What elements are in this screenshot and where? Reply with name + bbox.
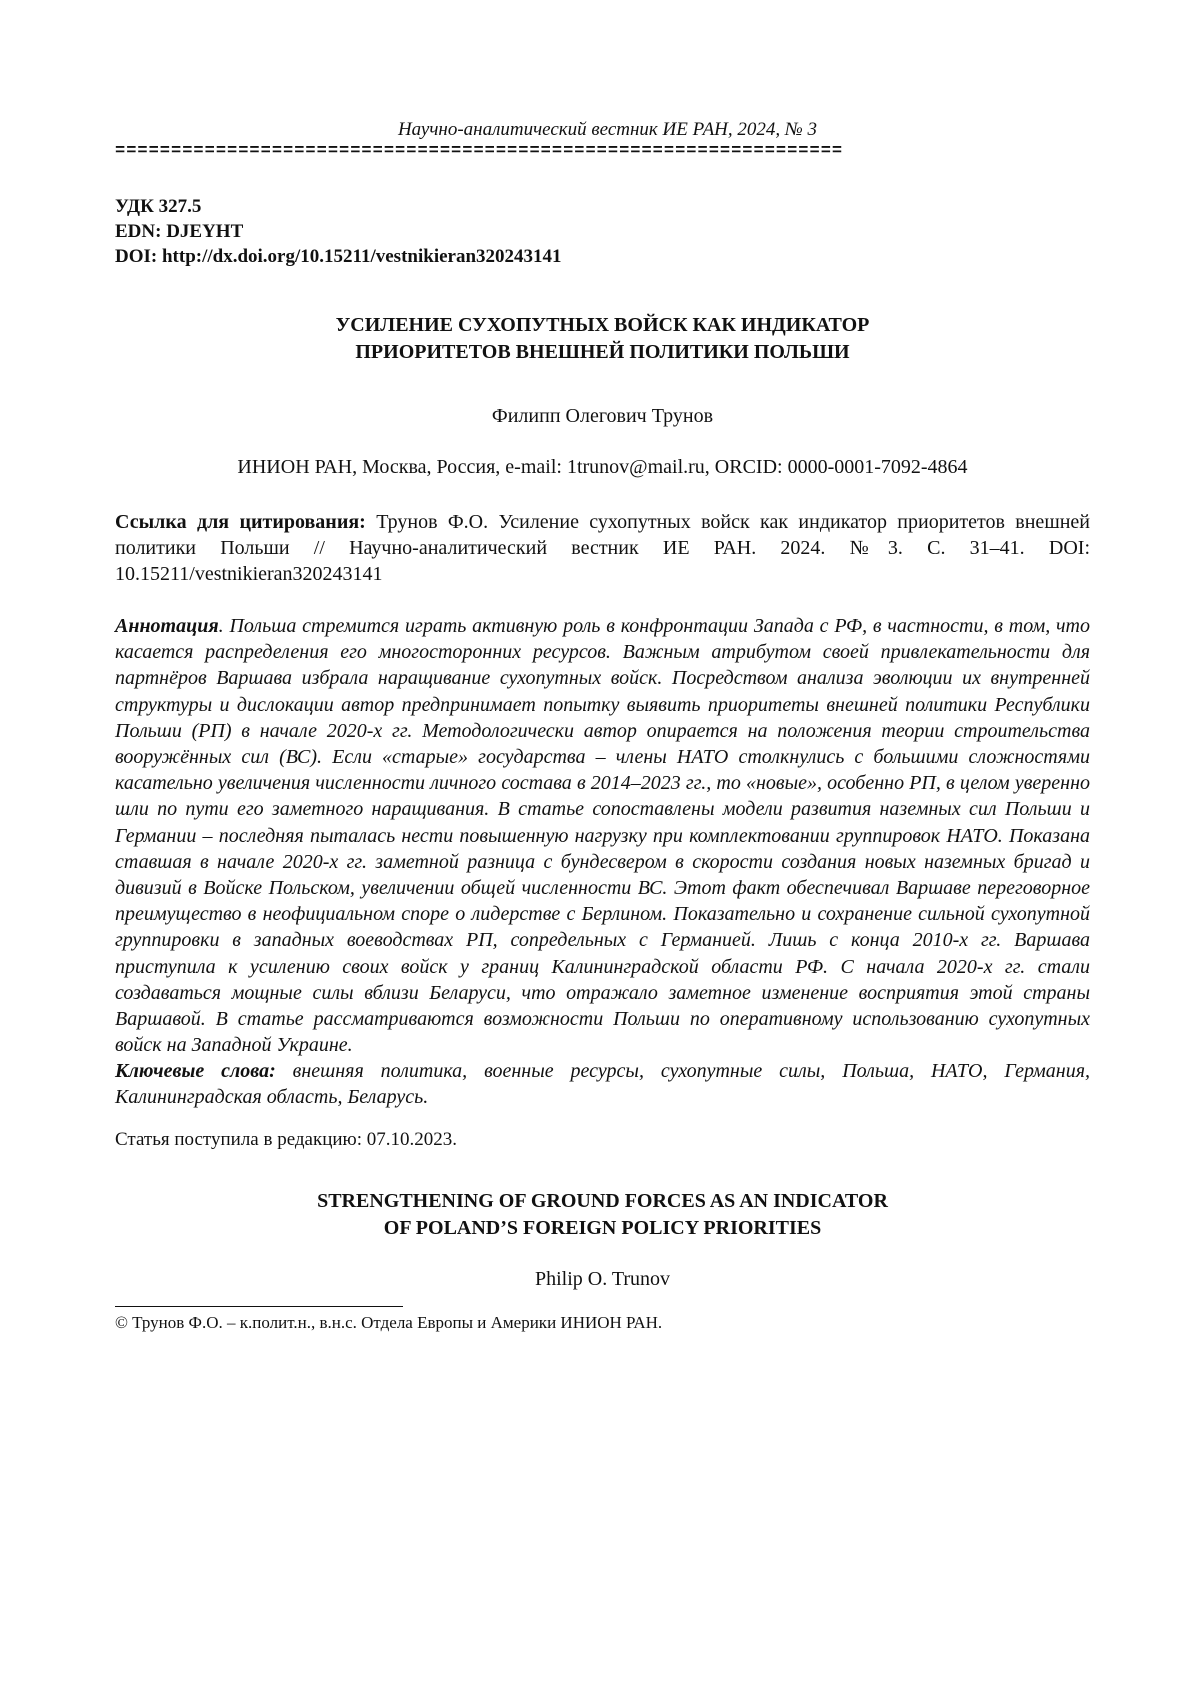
abstract-label: Аннотация	[115, 615, 219, 637]
abstract-text: . Польша стремится играть активную роль в конфронтации Запада с РФ, в частности, в том, что касается распределения его многосторонних ресурсов. Важным атрибутом своей привлекательности для партнёров Варшава избрала наращивание сухопутных войск. Посредством анализа эволюции их внутренней структуры и дислокации автор предпринимает попытку выявить приоритеты внешней политики Республики Польши (РП) в начале 2020-х гг. Методологически автор опирается на положения теории строительства вооружённых сил (ВС). Если «старые» государства – члены НАТО столкнулись с большими сложностями касательно увеличения численности личного состава в 2014–2023 гг., то «новые», особенно РП, в целом уверенно шли по пути его заметного наращивания. В статье сопоставлены модели развития наземных сил Польши и Германии – последняя пыталась нести повышенную нагрузку при комплектовании группировок НАТО. Показана ставшая в начале 2020-х гг. заметной разница с бундесвером в скорости создания новых наземных бригад и дивизий в Войске Польском, увеличении общей численности ВС. Этот факт обеспечивал Варшаве переговорное преимущество в неофициальном споре о лидерстве с Берлином. Показательно и сохранение сильной сухопутной группировки в западных воеводствах РП, сопредельных с Германией. Лишь с конца 2010-х гг. Варшава приступила к усилению своих войск у границ Калининградской области РФ. С начала 2020-х гг. стали создаваться мощные силы вблизи Беларуси, что отражало заметное изменение восприятия этой страны Варшавой. В статье рассматриваются возможности Польши по оперативному использованию сухопутных войск на Западной Украине.	[115, 615, 1090, 1057]
running-header: Научно-аналитический вестник ИЕ РАН, 2024, № 3	[397, 119, 818, 140]
title-en-line-1: STRENGTHENING OF GROUND FORCES AS AN INDICATOR	[317, 1190, 888, 1213]
footnote-divider	[115, 1306, 403, 1307]
citation-block	[115, 509, 1090, 587]
citation-text: Трунов Ф.О. Усиление сухопутных войск как индикатор приоритетов внешней политики Польши // Научно-аналитический вестник ИЕ РАН. 2024. №3. С. 31–41. DOI: 10.15211/vestnikieran320243141	[115, 511, 1090, 585]
edn-code: EDN: DJEYHT	[115, 221, 244, 242]
author-en: Philip O. Trunov	[534, 1268, 671, 1291]
paper-page	[115, 118, 1090, 1334]
title-en-line-2: OF POLAND’S FOREIGN POLICY PRIORITIES	[383, 1217, 822, 1240]
received-date: Статья поступила в редакцию: 07.10.2023.	[115, 1129, 458, 1151]
article-title-en	[115, 1188, 1090, 1242]
keywords-block	[115, 1058, 1090, 1110]
article-identifiers	[115, 194, 1090, 269]
doi-link[interactable]: DOI: http://dx.doi.org/10.15211/vestnikieran320243141	[115, 246, 562, 267]
abstract-block	[115, 613, 1090, 1058]
article-title-ru	[115, 312, 1090, 366]
header-rule: =================================================================	[115, 144, 844, 160]
title-ru-line-1: УСИЛЕНИЕ СУХОПУТНЫХ ВОЙСК КАК ИНДИКАТОР	[335, 314, 870, 336]
author-footnote: © Трунов Ф.О. – к.полит.н., в.н.с. Отдела Европы и Америки ИНИОН РАН.	[115, 1313, 663, 1333]
citation-label: Ссылка для цитирования:	[115, 511, 366, 533]
author-ru: Филипп Олегович Трунов	[491, 405, 714, 427]
udk-code: УДК 327.5	[115, 196, 202, 217]
title-ru-line-2: ПРИОРИТЕТОВ ВНЕШНЕЙ ПОЛИТИКИ ПОЛЬШИ	[355, 341, 850, 363]
keywords-text: внешняя политика, военные ресурсы, сухопутные силы, Польша, НАТО, Германия, Калининградская область, Беларусь.	[115, 1060, 1091, 1109]
keywords-label: Ключевые слова:	[115, 1060, 276, 1083]
author-affiliation: ИНИОН РАН, Москва, Россия, e-mail: 1trunov@mail.ru, ORCID: 0000-0001-7092-4864	[237, 456, 968, 478]
